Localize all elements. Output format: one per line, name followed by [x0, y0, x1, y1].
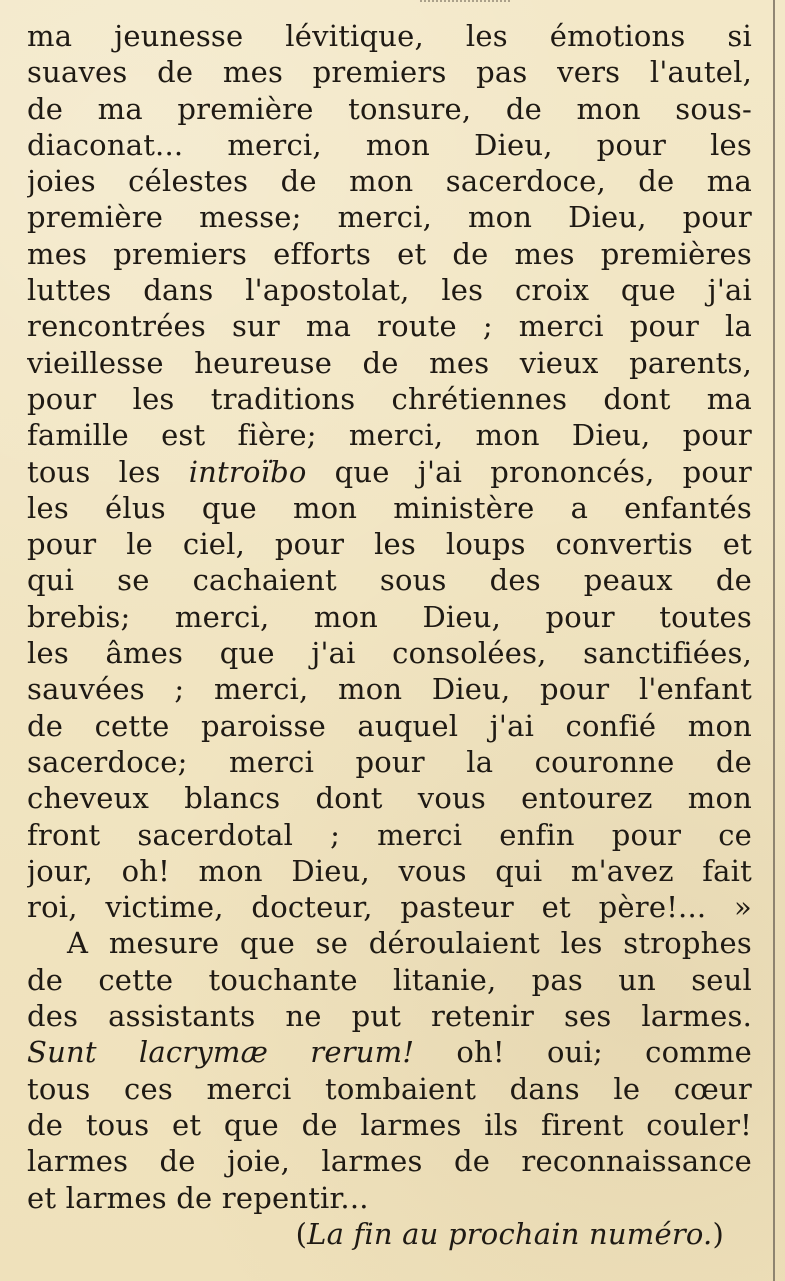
text-line: luttes dans l'apostolat, les croix que j'ai: [27, 273, 752, 308]
text-fragment: que j'ai prononcés, pour: [306, 454, 752, 489]
column-divider: [773, 0, 775, 1281]
text-line: tous ces merci tombaient dans le cœur: [27, 1071, 752, 1106]
latin-quote: Sunt lacrymæ rerum!: [27, 1035, 415, 1070]
close-parenthesis: ): [712, 1216, 724, 1251]
text-line: de cette touchante litanie, pas un seul: [27, 962, 752, 997]
text-line: pour le ciel, pour les loups convertis et: [27, 527, 752, 562]
last-text-line: et larmes de repentir...: [27, 1180, 369, 1215]
text-line: famille est fière; merci, mon Dieu, pour: [27, 418, 752, 453]
text-line: front sacerdotal ; merci enfin pour ce: [27, 817, 752, 852]
article-text: [27, 18, 752, 1252]
text-line: les âmes que j'ai consolées, sanctifiées,: [27, 636, 752, 671]
text-line: des assistants ne put retenir ses larmes.: [27, 999, 752, 1034]
continuation-note: [27, 1216, 752, 1252]
text-line: roi, victime, docteur, pasteur et père!... »: [27, 890, 752, 925]
text-line: suaves de mes premiers pas vers l'autel,: [27, 55, 752, 90]
text-line: cheveux blancs dont vous entourez mon: [27, 781, 752, 816]
open-parenthesis: (: [295, 1216, 308, 1251]
text-line: brebis; merci, mon Dieu, pour toutes: [27, 599, 752, 634]
text-line-with-italic: [27, 1034, 752, 1070]
text-line: sauvées ; merci, mon Dieu, pour l'enfant: [27, 672, 752, 707]
text-line: pour les traditions chrétiennes dont ma: [27, 381, 752, 416]
text-line-with-italic: [27, 454, 752, 490]
text-line: sacerdoce; merci pour la couronne de: [27, 744, 752, 779]
text-line: rencontrées sur ma route ; merci pour la: [27, 309, 752, 344]
text-line: jour, oh! mon Dieu, vous qui m'avez fait: [27, 853, 752, 888]
continuation-text: La fin au prochain numéro.: [307, 1216, 713, 1251]
text-line: diaconat... merci, mon Dieu, pour les: [27, 127, 752, 162]
text-line: larmes de joie, larmes de reconnaissance: [27, 1144, 752, 1179]
text-line: de tous et que de larmes ils firent couler!: [27, 1107, 752, 1142]
text-line: de cette paroisse auquel j'ai confié mon: [27, 708, 752, 743]
text-line: première messe; merci, mon Dieu, pour: [27, 200, 752, 235]
italic-word: introïbo: [188, 454, 307, 489]
top-dotted-rule: [420, 0, 510, 8]
text-line: vieillesse heureuse de mes vieux parents,: [27, 345, 752, 380]
text-line: de ma première tonsure, de mon sous-: [27, 91, 752, 126]
text-fragment: oh! oui; comme: [414, 1035, 752, 1070]
text-line: joies célestes de mon sacerdoce, de ma: [27, 164, 752, 199]
text-fragment: tous les: [27, 454, 189, 489]
text-line: ma jeunesse lévitique, les émotions si: [27, 19, 752, 53]
text-line: qui se cachaient sous des peaux de: [27, 563, 752, 598]
text-line: mes premiers efforts et de mes premières: [27, 236, 752, 271]
paragraph-start-line: A mesure que se déroulaient les strophes: [67, 926, 752, 961]
text-line: les élus que mon ministère a enfantés: [27, 490, 752, 525]
